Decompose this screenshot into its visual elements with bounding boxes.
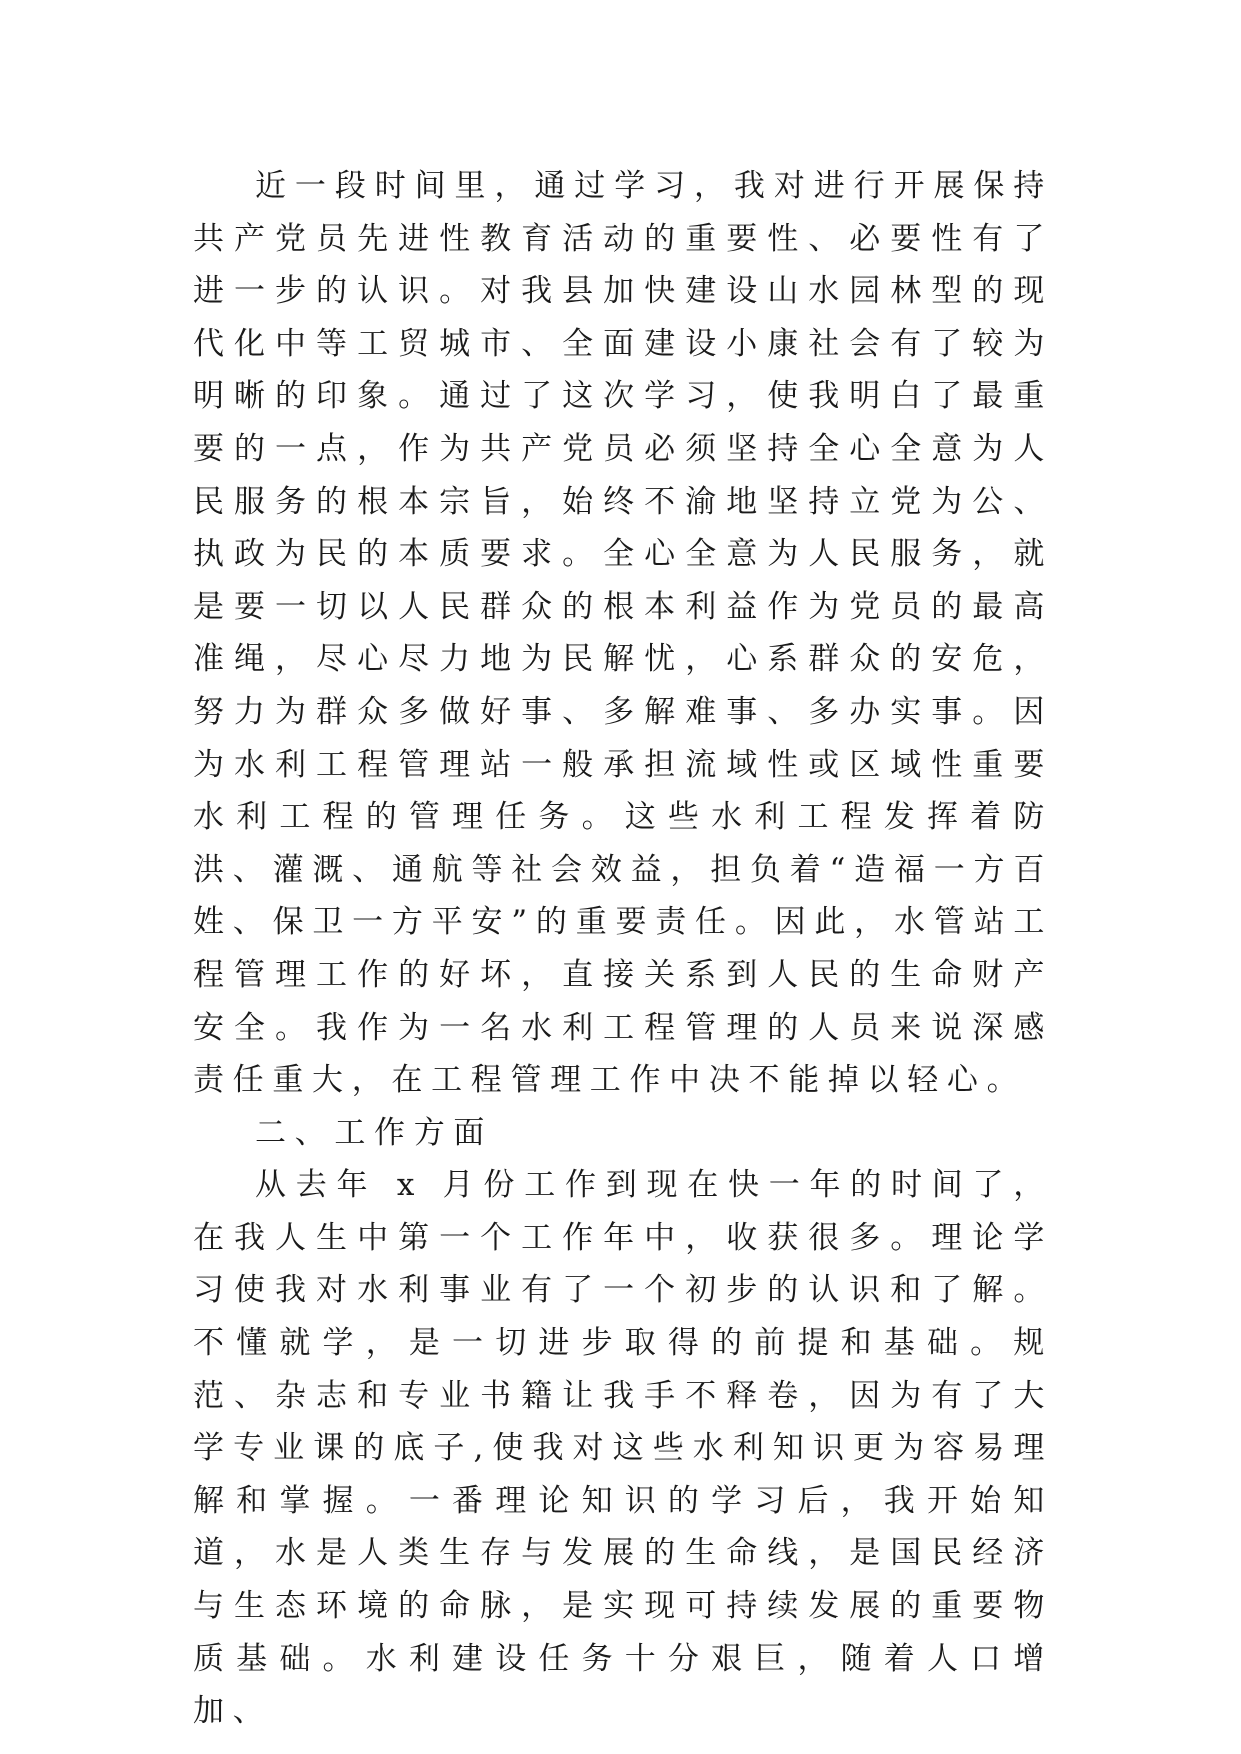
paragraph-work-experience: 从去年 x 月份工作到现在快一年的时间了，在我人生中第一个工作年中，收获很多。理论学习使我对水利事业有了一个初步的认识和了解。不懂就学，是一切进步取得的前提和基础。规范、杂志和专业书籍让我手不释卷，因为有了大学专业课的底子,使我对这些水利知识更为容易理解和掌握。一番理论知识的学习后，我开始知道，水是人类生存与发展的生命线，是国民经济与生态环境的命脉，是实现可持续发展的重要物质基础。水利建设任务十分艰巨，随着人口增加、 xyxy=(193,1167,1053,1730)
document-body xyxy=(193,160,1053,1738)
paragraph-study-reflection: 近一段时间里，通过学习，我对进行开展保持共产党员先进性教育活动的重要性、必要性有了进一步的认识。对我县加快建设山水园林型的现代化中等工贸城市、全面建设小康社会有了较为明晰的印象。通过了这次学习，使我明白了最重要的一点，作为共产党员必须坚持全心全意为人民服务的根本宗旨，始终不渝地坚持立党为公、执政为民的本质要求。全心全意为人民服务，就是要一切以人民群众的根本利益作为党员的最高准绳，尽心尽力地为民解忧，心系群众的安危，努力为群众多做好事、多解难事、多办实事。因为水利工程管理站一般承担流域性或区域性重要水利工程的管理任务。这些水利工程发挥着防洪、灌溉、通航等社会效益，担负着“造福一方百姓、保卫一方平安”的重要责任。因此，水管站工程管理工作的好坏，直接关系到人民的生命财产安全。我作为一名水利工程管理的人员来说深感责任重大，在工程管理工作中决不能掉以轻心。 xyxy=(193,168,1053,1099)
section-heading-work: 二、工作方面 xyxy=(255,1114,494,1151)
